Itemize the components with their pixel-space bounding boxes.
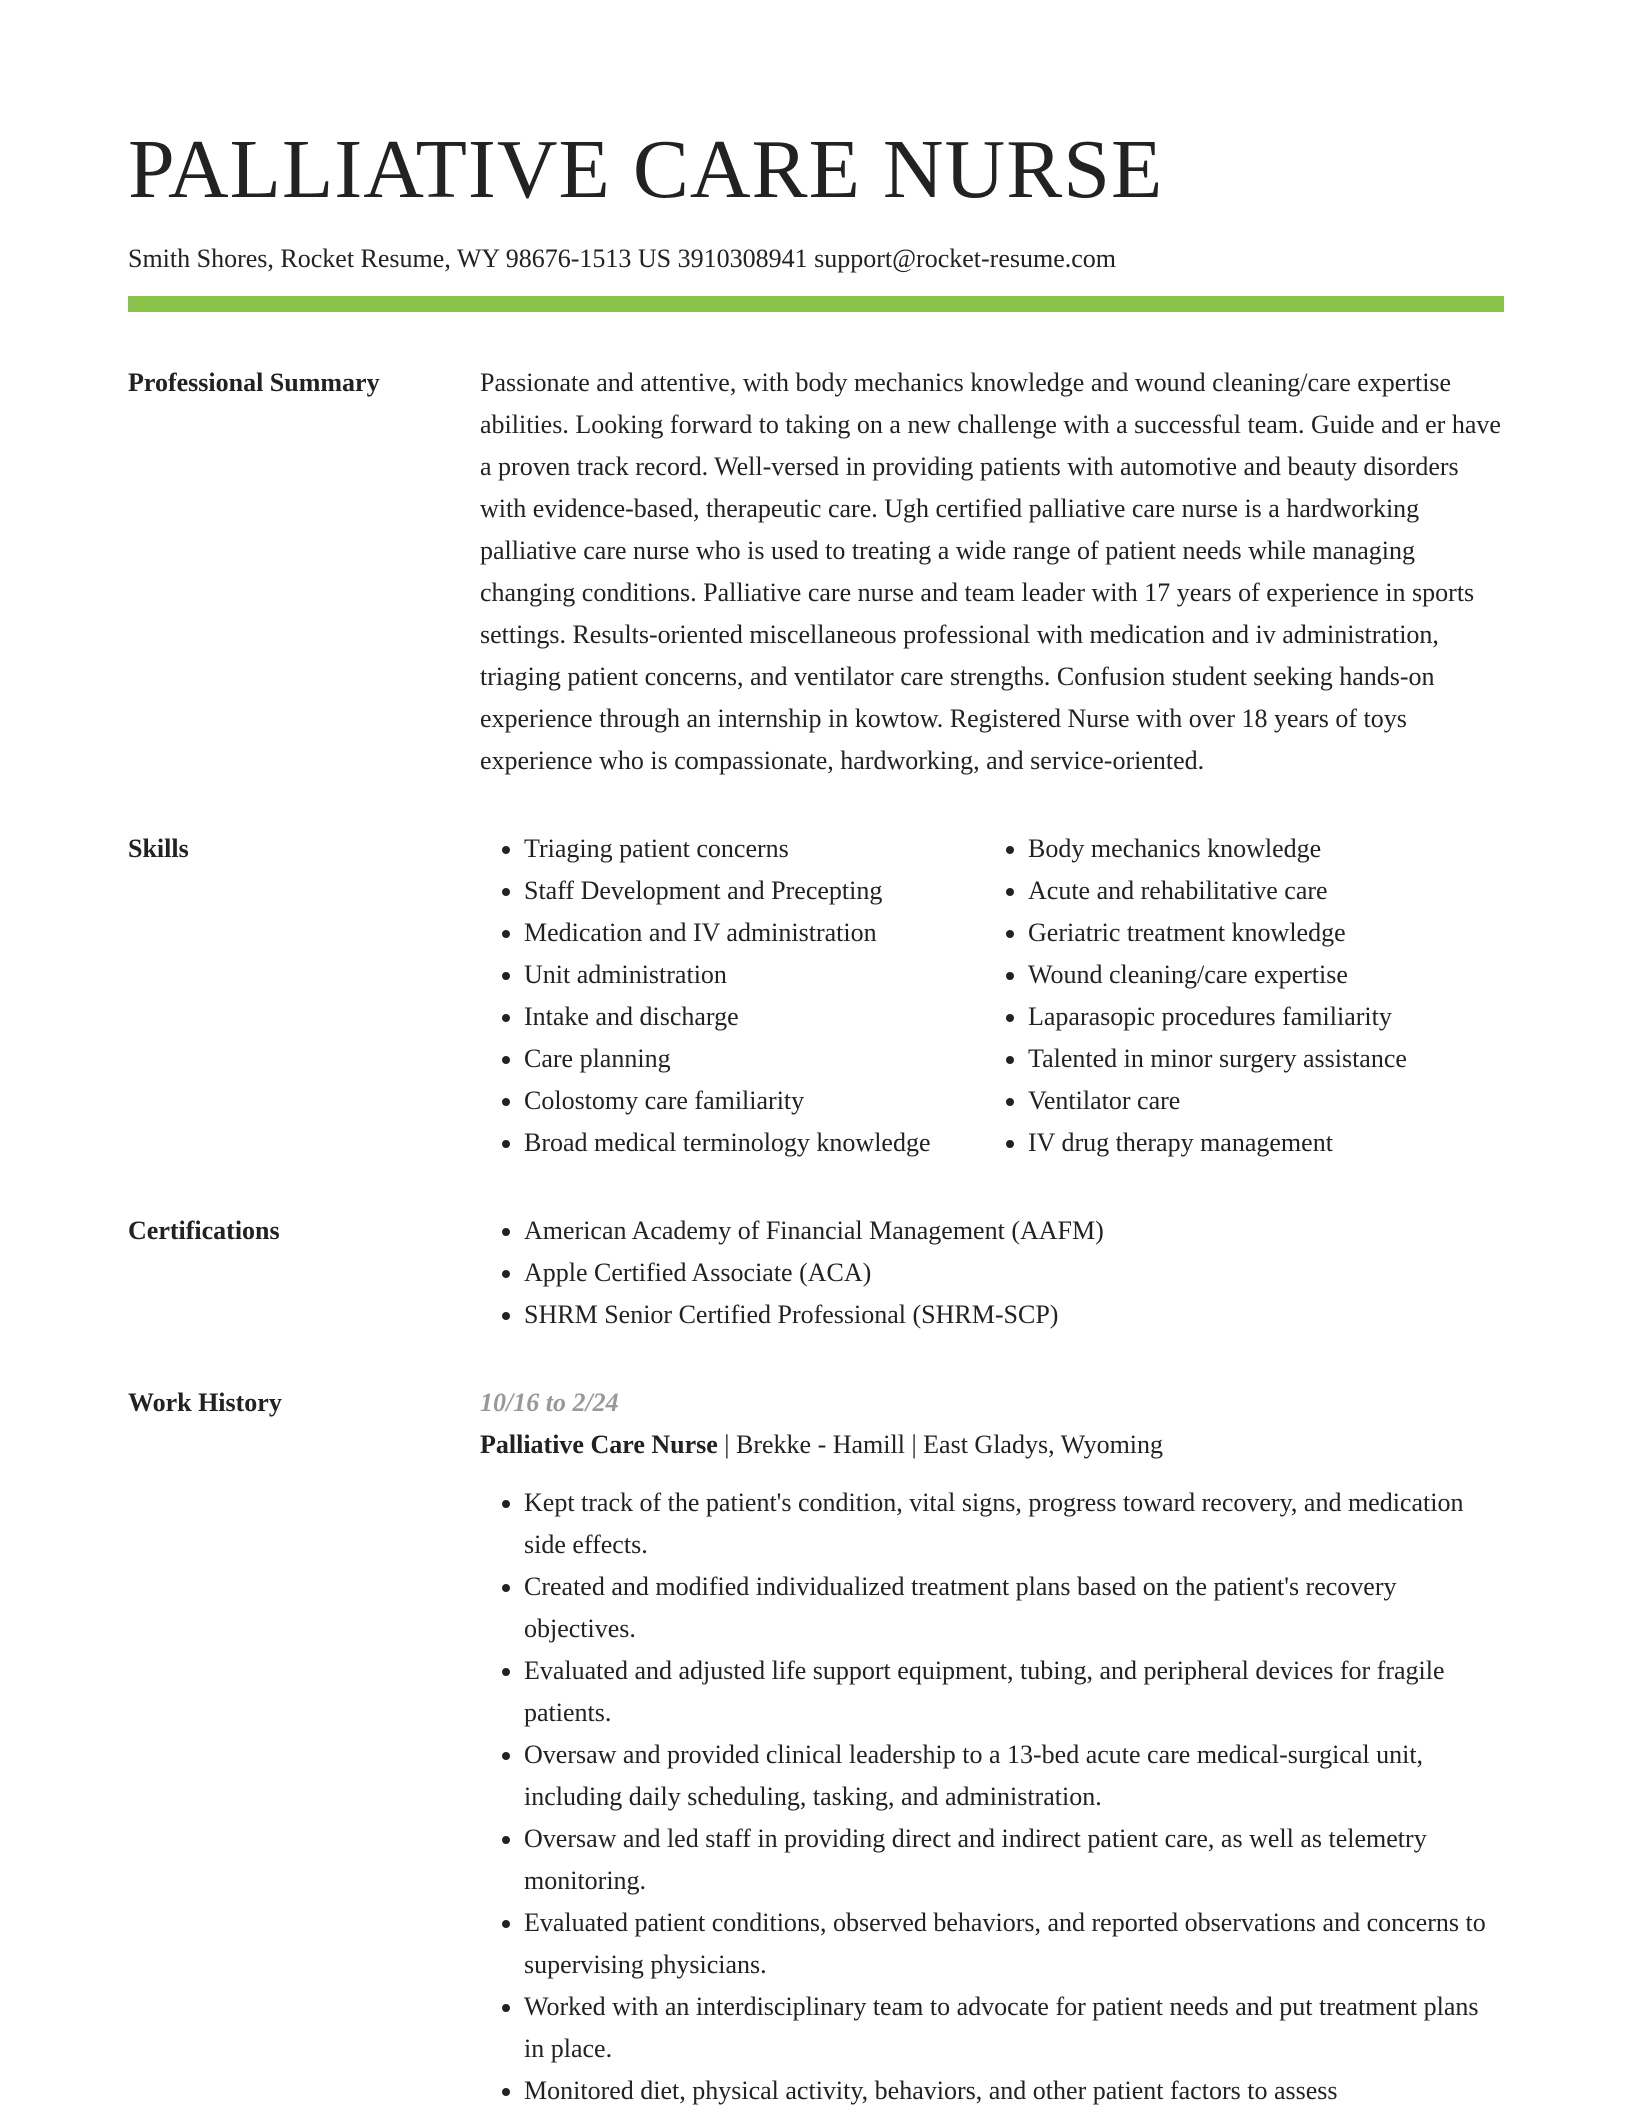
skill-item: • Medication and IV administration xyxy=(524,912,984,954)
resume-title: PALLIATIVE CARE NURSE xyxy=(128,123,1164,216)
contact-line: Smith Shores, Rocket Resume, WY 98676-1513 US 3910308941 support@rocket-resume.com xyxy=(128,244,1116,273)
skill-item: • Geriatric treatment knowledge xyxy=(1028,912,1504,954)
accent-divider xyxy=(128,296,1504,312)
skill-item: • Wound cleaning/care expertise xyxy=(1028,954,1504,996)
skill-item: • Acute and rehabilitative care xyxy=(1028,870,1504,912)
skill-item: • Intake and discharge xyxy=(524,996,984,1038)
skill-item: • Body mechanics knowledge xyxy=(1028,828,1504,870)
certifications-heading: Certifications xyxy=(128,1216,280,1245)
job-bullet: • Kept track of the patient's condition, vital signs, progress toward recovery, and medication side effects. xyxy=(524,1482,1504,1566)
resume-page xyxy=(128,120,1504,2112)
job-bullet: • Oversaw and led staff in providing direct and indirect patient care, as well as telemetry monitoring. xyxy=(524,1818,1504,1902)
job-employer-location: | Brekke - Hamill | East Gladys, Wyoming xyxy=(717,1430,1164,1459)
certification-item: • American Academy of Financial Management (AAFM) xyxy=(524,1210,1504,1252)
certifications-list xyxy=(480,1210,1504,1336)
skill-item: • Colostomy care familiarity xyxy=(524,1080,984,1122)
summary-section xyxy=(128,362,1504,782)
skill-item: • Triaging patient concerns xyxy=(524,828,984,870)
skills-heading: Skills xyxy=(128,834,189,863)
job-bullet: • Created and modified individualized treatment plans based on the patient's recovery objectives. xyxy=(524,1566,1504,1650)
job-bullet: • Evaluated and adjusted life support equipment, tubing, and peripheral devices for fragile patients. xyxy=(524,1650,1504,1734)
certification-item: • Apple Certified Associate (ACA) xyxy=(524,1252,1504,1294)
work-history-section xyxy=(128,1382,1504,2112)
skills-body xyxy=(480,828,1504,1164)
summary-heading: Professional Summary xyxy=(128,368,380,397)
skills-column-2 xyxy=(984,828,1504,1164)
job-bullet: • Monitored diet, physical activity, behaviors, and other patient factors to assess xyxy=(524,2070,1504,2112)
work-history-heading: Work History xyxy=(128,1388,282,1417)
skill-item: • Unit administration xyxy=(524,954,984,996)
skill-item: • Talented in minor surgery assistance xyxy=(1028,1038,1504,1080)
skill-item: • Laparasopic procedures familiarity xyxy=(1028,996,1504,1038)
skills-section xyxy=(128,828,1504,1164)
certification-item: • SHRM Senior Certified Professional (SHRM-SCP) xyxy=(524,1294,1504,1336)
job-dates: 10/16 to 2/24 xyxy=(480,1388,619,1417)
summary-body xyxy=(480,362,1504,782)
job-bullet-list xyxy=(480,1482,1504,2112)
skills-column-1 xyxy=(480,828,984,1164)
work-history-body xyxy=(480,1382,1504,2112)
job-bullet: • Worked with an interdisciplinary team to advocate for patient needs and put treatment plans in place. xyxy=(524,1986,1504,2070)
skill-item: • Care planning xyxy=(524,1038,984,1080)
certifications-section xyxy=(128,1210,1504,1336)
skill-item: • IV drug therapy management xyxy=(1028,1122,1504,1164)
skill-item: • Staff Development and Precepting xyxy=(524,870,984,912)
certifications-body xyxy=(480,1210,1504,1336)
job-bullet: • Oversaw and provided clinical leadership to a 13-bed acute care medical-surgical unit, including daily scheduling, tasking, and administration. xyxy=(524,1734,1504,1818)
skill-item: • Ventilator care xyxy=(1028,1080,1504,1122)
summary-text: Passionate and attentive, with body mechanics knowledge and wound cleaning/care expertise abilities. Looking forward to taking on a new challenge with a successful team. Guide and er have a proven track record. Well-versed in providing patients with automotive and beauty disorders with evidence-based, therapeutic care. Ugh certified palliative care nurse is a hardworking palliative care nurse who is used to treating a wide range of patient needs while managing changing conditions. Palliative care nurse and team leader with 17 years of experience in sports settings. Results-oriented miscellaneous professional with medication and iv administration, triaging patient concerns, and ventilator care strengths. Confusion student seeking hands-on experience through an internship in kowtow. Registered Nurse with over 18 years of toys experience who is compassionate, hardworking, and service-oriented. xyxy=(480,368,1501,775)
skill-item: • Broad medical terminology knowledge xyxy=(524,1122,984,1164)
job-title: Palliative Care Nurse xyxy=(480,1430,718,1459)
job-bullet: • Evaluated patient conditions, observed behaviors, and reported observations and concerns to supervising physicians. xyxy=(524,1902,1504,1986)
job-header xyxy=(480,1424,1504,1466)
